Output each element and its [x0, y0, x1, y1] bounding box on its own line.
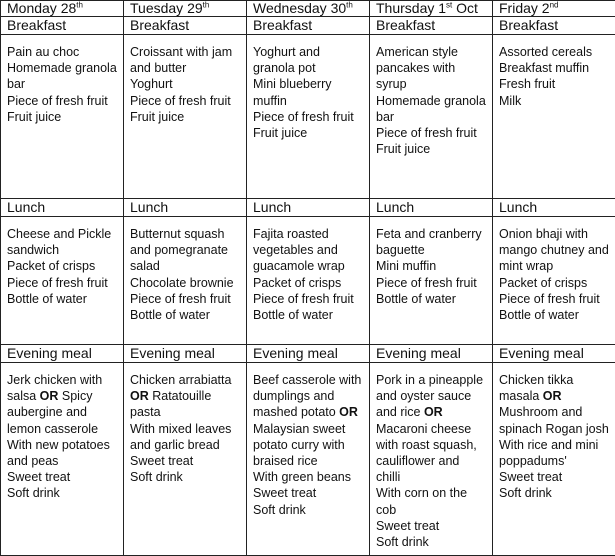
menu-item-line: With green beans [253, 469, 365, 485]
menu-item-line: Fresh fruit [499, 76, 611, 92]
or-keyword: OR [40, 389, 59, 403]
section-label-lunch: Lunch [493, 199, 615, 217]
menu-item-line: muffin [253, 93, 365, 109]
menu-item-line: Fajita roasted [253, 226, 365, 242]
menu-item-line: Jerk chicken with [7, 372, 119, 388]
menu-item-line: Homemade granola [376, 93, 488, 109]
menu-item-line: Piece of fresh fruit [130, 291, 242, 307]
menu-item-line: spinach Rogan josh [499, 421, 611, 437]
section-label-evening: Evening meal [1, 345, 124, 363]
menu-item-line: Bottle of water [499, 307, 611, 323]
menu-item-line: and rice OR [376, 404, 488, 420]
breakfast-cell-monday [1, 35, 124, 199]
menu-item-line: masala OR [499, 388, 611, 404]
day-header-tuesday [124, 1, 247, 17]
menu-item-line: pancakes with [376, 60, 488, 76]
menu-item-line: Cheese and Pickle [7, 226, 119, 242]
menu-item-line: Sweet treat [376, 518, 488, 534]
lunch-cell-monday [1, 217, 124, 345]
menu-item-line: lemon casserole [7, 421, 119, 437]
menu-item-line: baguette [376, 242, 488, 258]
section-label-breakfast: Breakfast [370, 17, 493, 35]
menu-item-line: bar [376, 109, 488, 125]
menu-item-line: vegetables and [253, 242, 365, 258]
breakfast-cell-wednesday [247, 35, 370, 199]
breakfast-label-row [1, 17, 615, 35]
menu-item-line: Packet of crisps [7, 258, 119, 274]
menu-item-line: mashed potato OR [253, 404, 365, 420]
menu-item-line: salsa OR Spicy [7, 388, 119, 404]
menu-item-line: and pomegranate [130, 242, 242, 258]
breakfast-cell-tuesday [124, 35, 247, 199]
menu-item-line: Yoghurt and [253, 44, 365, 60]
menu-item-line: Chicken tikka [499, 372, 611, 388]
menu-item-line: Homemade granola [7, 60, 119, 76]
section-label-breakfast: Breakfast [124, 17, 247, 35]
menu-item-line: Sweet treat [130, 453, 242, 469]
day-name: Monday 28 [7, 1, 76, 17]
menu-item-line: OR Ratatouille [130, 388, 242, 404]
or-keyword: OR [543, 389, 562, 403]
menu-item-line: Bottle of water [253, 307, 365, 323]
menu-item-line: and peas [7, 453, 119, 469]
menu-item-line: Fruit juice [7, 109, 119, 125]
menu-item-line: Sweet treat [499, 469, 611, 485]
section-label-lunch: Lunch [1, 199, 124, 217]
section-label-evening: Evening meal [370, 345, 493, 363]
section-label-evening: Evening meal [247, 345, 370, 363]
menu-item-line: With mixed leaves [130, 421, 242, 437]
menu-item-line: Bottle of water [376, 291, 488, 307]
evening-cell-wednesday [247, 363, 370, 556]
section-label-evening: Evening meal [124, 345, 247, 363]
section-label-lunch: Lunch [247, 199, 370, 217]
menu-item-line: Chocolate brownie [130, 275, 242, 291]
menu-item-line: Bottle of water [7, 291, 119, 307]
menu-item-line: Beef casserole with [253, 372, 365, 388]
menu-item-line: and butter [130, 60, 242, 76]
evening-cell-monday [1, 363, 124, 556]
menu-item-line: potato curry with [253, 437, 365, 453]
menu-item-line: mint wrap [499, 258, 611, 274]
menu-item-line: Soft drink [376, 534, 488, 550]
menu-item-line: Fruit juice [130, 109, 242, 125]
breakfast-cell-friday [493, 35, 615, 199]
or-keyword: OR [130, 389, 149, 403]
menu-item-line: Pain au choc [7, 44, 119, 60]
menu-item-line: Breakfast muffin [499, 60, 611, 76]
lunch-cell-wednesday [247, 217, 370, 345]
menu-item-line: Piece of fresh fruit [376, 125, 488, 141]
evening-items-row [1, 363, 615, 556]
section-label-breakfast: Breakfast [1, 17, 124, 35]
or-keyword: OR [424, 405, 443, 419]
breakfast-cell-thursday [370, 35, 493, 199]
menu-item-line: Feta and cranberry [376, 226, 488, 242]
menu-item-line: chilli [376, 469, 488, 485]
menu-item-line: Mini muffin [376, 258, 488, 274]
menu-item-line: With rice and mini [499, 437, 611, 453]
breakfast-items-row [1, 35, 615, 199]
menu-item-line: aubergine and [7, 404, 119, 420]
menu-item-line: Packet of crisps [499, 275, 611, 291]
evening-label-row [1, 345, 615, 363]
menu-item-line: Butternut squash [130, 226, 242, 242]
menu-item-line: Fruit juice [253, 125, 365, 141]
menu-item-line: Onion bhaji with [499, 226, 611, 242]
menu-item-line: Soft drink [253, 502, 365, 518]
menu-item-line: Chicken arrabiatta [130, 372, 242, 388]
day-header-friday [493, 1, 615, 17]
lunch-cell-friday [493, 217, 615, 345]
menu-item-line: Piece of fresh fruit [7, 275, 119, 291]
section-label-breakfast: Breakfast [247, 17, 370, 35]
menu-item-line: Malaysian sweet [253, 421, 365, 437]
menu-item-line: mango chutney and [499, 242, 611, 258]
menu-item-line: braised rice [253, 453, 365, 469]
menu-item-line: bar [7, 76, 119, 92]
menu-item-line: poppadums' [499, 453, 611, 469]
menu-item-line: Packet of crisps [253, 275, 365, 291]
lunch-cell-tuesday [124, 217, 247, 345]
menu-item-line: and garlic bread [130, 437, 242, 453]
day-suffix: st [446, 1, 452, 10]
menu-item-line: pasta [130, 404, 242, 420]
menu-item-line: Macaroni cheese [376, 421, 488, 437]
menu-item-line: Sweet treat [7, 469, 119, 485]
menu-item-line: dumplings and [253, 388, 365, 404]
menu-item-line: and oyster sauce [376, 388, 488, 404]
menu-item-line: Fruit juice [376, 141, 488, 157]
day-header-row [1, 1, 615, 17]
menu-item-line: guacamole wrap [253, 258, 365, 274]
day-name: Friday 2 [499, 1, 550, 17]
menu-item-line: American style [376, 44, 488, 60]
menu-item-line: Sweet treat [253, 485, 365, 501]
day-header-monday [1, 1, 124, 17]
or-keyword: OR [339, 405, 358, 419]
menu-item-line: sandwich [7, 242, 119, 258]
menu-item-line: Piece of fresh fruit [253, 291, 365, 307]
day-name: Wednesday 30 [253, 1, 346, 17]
section-label-lunch: Lunch [124, 199, 247, 217]
menu-item-line: granola pot [253, 60, 365, 76]
lunch-label-row [1, 199, 615, 217]
menu-item-line: With corn on the [376, 485, 488, 501]
day-suffix: th [76, 1, 83, 10]
day-name: Tuesday 29 [130, 1, 203, 17]
menu-item-line: Assorted cereals [499, 44, 611, 60]
menu-item-line: Piece of fresh fruit [499, 291, 611, 307]
evening-cell-thursday [370, 363, 493, 556]
menu-item-line: salad [130, 258, 242, 274]
lunch-items-row [1, 217, 615, 345]
menu-item-line: Soft drink [499, 485, 611, 501]
menu-item-line: Mini blueberry [253, 76, 365, 92]
menu-item-line: Yoghurt [130, 76, 242, 92]
day-suffix: th [203, 1, 210, 10]
menu-item-line: cob [376, 502, 488, 518]
day-suffix: nd [550, 1, 559, 10]
section-label-lunch: Lunch [370, 199, 493, 217]
evening-cell-friday [493, 363, 615, 556]
menu-item-line: Croissant with jam [130, 44, 242, 60]
day-month: Oct [452, 1, 478, 17]
menu-item-line: Piece of fresh fruit [253, 109, 365, 125]
section-label-breakfast: Breakfast [493, 17, 615, 35]
menu-item-line: Soft drink [7, 485, 119, 501]
menu-item-line: with roast squash, [376, 437, 488, 453]
day-suffix: th [346, 1, 353, 10]
day-header-wednesday [247, 1, 370, 17]
menu-item-line: Piece of fresh fruit [376, 275, 488, 291]
menu-item-line: Bottle of water [130, 307, 242, 323]
day-name: Thursday 1 [376, 1, 446, 17]
menu-item-line: Milk [499, 93, 611, 109]
menu-item-line: Pork in a pineapple [376, 372, 488, 388]
menu-item-line: Piece of fresh fruit [7, 93, 119, 109]
menu-item-line: With new potatoes [7, 437, 119, 453]
lunch-cell-thursday [370, 217, 493, 345]
section-label-evening: Evening meal [493, 345, 615, 363]
menu-item-line: Soft drink [130, 469, 242, 485]
menu-item-line: cauliflower and [376, 453, 488, 469]
evening-cell-tuesday [124, 363, 247, 556]
menu-item-line: Mushroom and [499, 404, 611, 420]
day-header-thursday [370, 1, 493, 17]
menu-item-line: syrup [376, 76, 488, 92]
menu-item-line: Piece of fresh fruit [130, 93, 242, 109]
